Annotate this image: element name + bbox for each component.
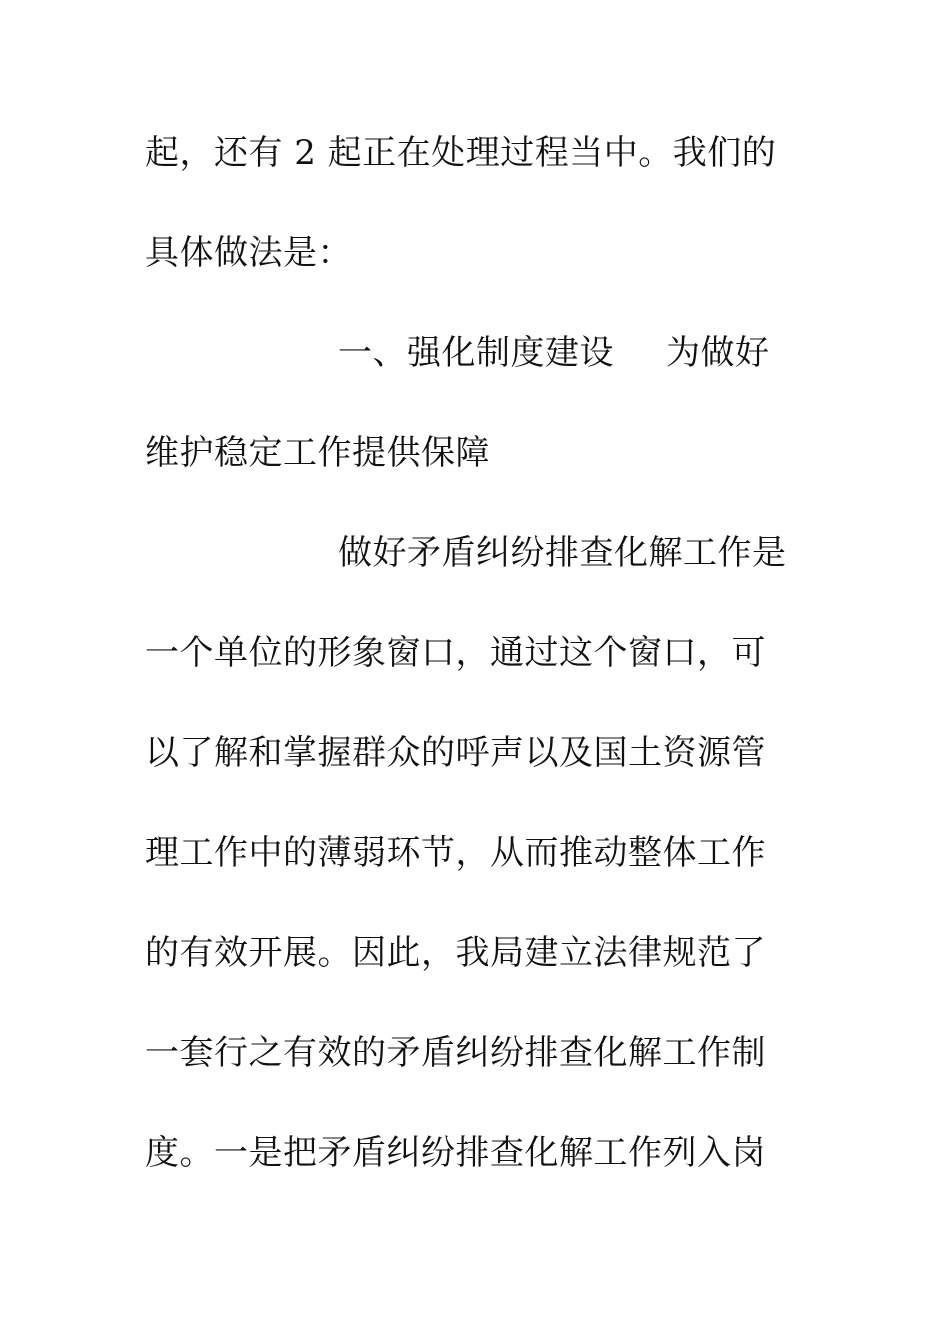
text-line-8: 理工作中的薄弱环节，从而推动整体工作 — [145, 833, 766, 873]
section-heading-title: 一、强化制度建设 — [338, 333, 614, 373]
text-line-9: 的有效开展。因此，我局建立法律规范了 — [145, 933, 766, 973]
paragraph-first-line: 做好矛盾纠纷排查化解工作是 — [338, 533, 787, 573]
text-line-10: 一套行之有效的矛盾纠纷排查化解工作制 — [145, 1033, 766, 1073]
text-line-11: 度。一是把矛盾纠纷排查化解工作列入岗 — [145, 1133, 766, 1173]
section-heading-continuation: 为做好 — [666, 333, 770, 373]
text-line-2: 具体做法是： — [145, 233, 352, 273]
text-line-1: 起，还有 2 起正在处理过程当中。我们的 — [145, 133, 777, 173]
text-line-7: 以了解和掌握群众的呼声以及国土资源管 — [145, 733, 766, 773]
text-line-4: 维护稳定工作提供保障 — [145, 433, 490, 473]
section-heading — [338, 328, 950, 378]
text-line-6: 一个单位的形象窗口，通过这个窗口，可 — [145, 633, 766, 673]
